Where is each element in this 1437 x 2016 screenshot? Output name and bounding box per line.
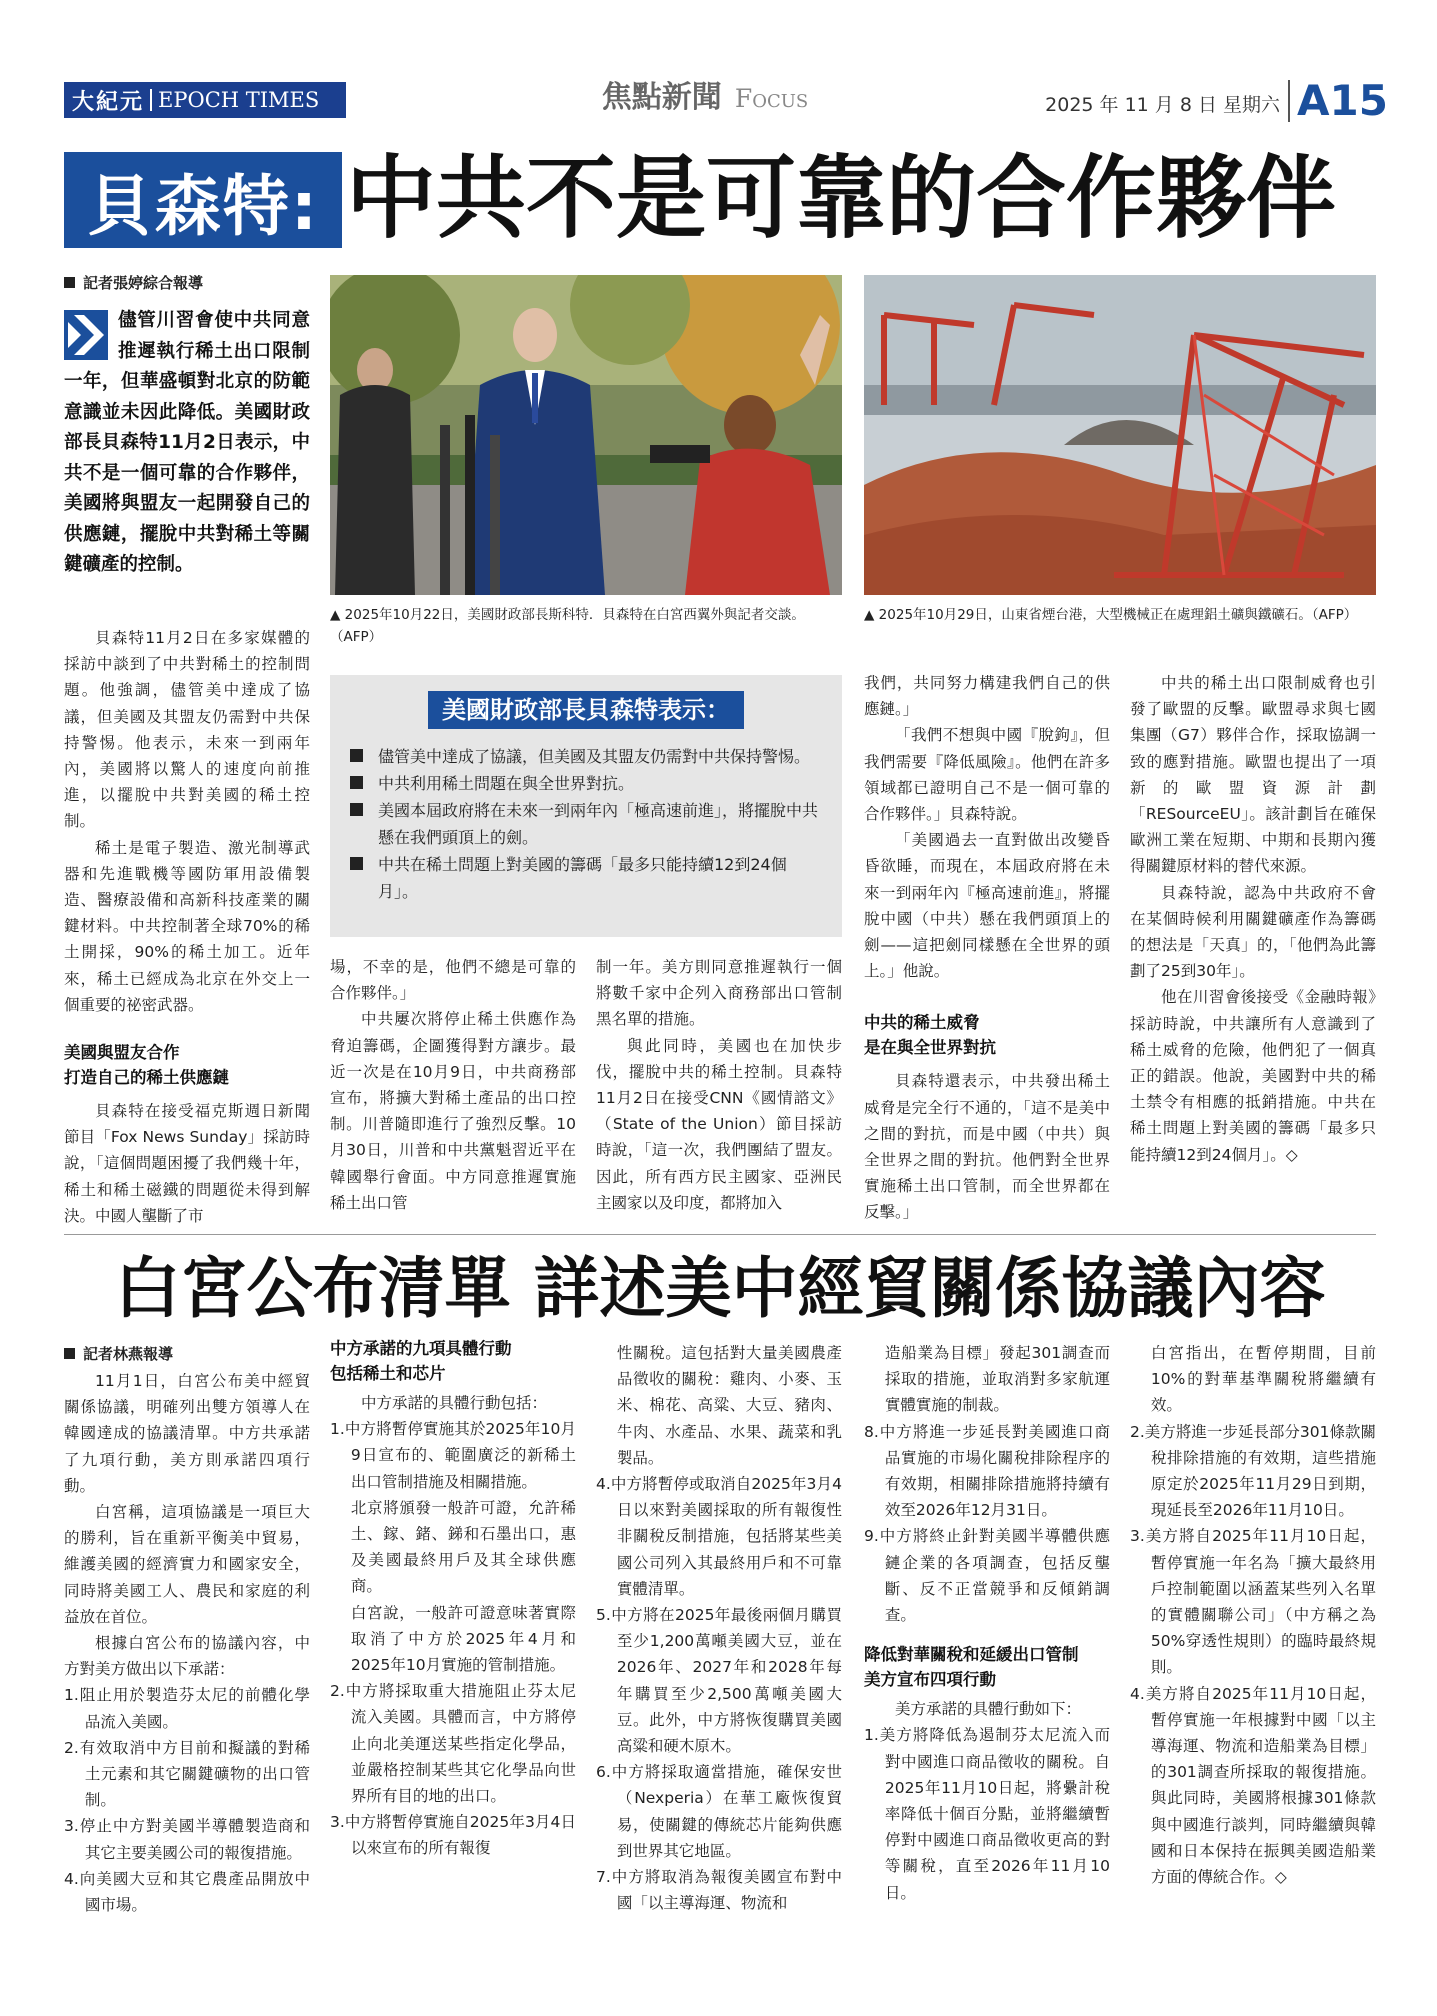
byline-square-icon — [64, 1348, 75, 1359]
list-item: 白宮說，一般許可證意味著實際取消了中方於2025年4月和2025年10月實施的管制措施。 — [350, 1603, 576, 1675]
paragraph: 中共屢次將停止稀土供應作為脅迫籌碼，企圖獲得對方讓步。最近一次是在10月9日，中共商務部宣布，將擴大對稀土產品的出口控制。川普隨即進行了強烈反擊。10月30日，川普和中共黨魁習近平在韓國舉行會面。中方同意推遲實施稀土出口管 — [330, 1010, 576, 1212]
issue-date: 2025 年 11 月 8 日 星期六 — [1045, 94, 1280, 116]
paragraph: 白宮稱，這項協議是一項巨大的勝利，旨在重新平衡美中貿易，維護美國的經濟實力和國家安全，同時將美國工人、農民和家庭的利益放在首位。 — [64, 1503, 310, 1626]
story1-byline: 記者張婷綜合報導 — [64, 273, 324, 293]
section-label — [585, 72, 825, 116]
photo-yantai-port — [864, 275, 1376, 595]
list-item: 2.有效取消中方目前和擬議的對稀土元素和其它關鍵礦物的出口管制。 — [64, 1738, 310, 1810]
list-item: 2.美方將進一步延長部分301條款關稅排除措施的有效期，這些措施原定於2025年11月29日到期，現延長至2026年11月10日。 — [1130, 1422, 1376, 1520]
paragraph: 稀土是電子製造、激光制導武器和先進戰機等國防軍用設備製造、醫療設備和高新科技產業的關鍵材料。中共控制著全球70%的稀土開採，90%的稀土加工。近年來，稀土已經成為北京在外交上一個重要的祕密武器。 — [64, 838, 310, 1014]
section-chinese: 焦點新聞 — [601, 80, 722, 115]
bullet-square-icon — [350, 803, 363, 816]
highlight-item: 儘管美中達成了協議，但美國及其盟友仍需對中共保持警惕。 — [350, 743, 824, 770]
byline-square-icon — [64, 277, 75, 288]
list-item: 造船業為目標」發起301調查而採取的措施，並取消對多家航運實體實施的制裁。 — [884, 1344, 1110, 1415]
china-actions-list-cont — [596, 1340, 842, 1916]
headline-kicker: 貝森特: — [86, 167, 320, 245]
paragraph: 貝森特在接受福克斯週日新聞節目「Fox News Sunday」採訪時說，「這個問題困擾了我們幾十年，稀土和稀土磁鐵的問題從未得到解決。中國人壟斷了市 — [64, 1102, 310, 1225]
commitment-list — [64, 1682, 310, 1918]
china-actions-list — [330, 1416, 576, 1861]
story2-col2 — [330, 1336, 576, 1862]
list-item: 9.中方將終止針對美國半導體供應鏈企業的各項調查，包括反壟斷、反不正當競爭和反傾銷調查。 — [864, 1527, 1110, 1625]
list-item: 1.阻止用於製造芬太尼的前體化學品流入美國。 — [64, 1686, 310, 1731]
bullet-square-icon — [350, 776, 363, 789]
list-item: 8.中方將進一步延長對美國進口商品實施的市場化關稅排除程序的有效期，相關排除措施將持續有效至2026年12月31日。 — [864, 1422, 1110, 1520]
paragraph: 制一年。美方則同意推遲執行一個將數千家中企列入商務部出口管制黑名單的措施。 — [596, 958, 842, 1029]
subheading: 美國與盟友合作 打造自己的稀土供應鏈 — [64, 1043, 229, 1088]
paragraph: 貝森特還表示，中共發出稀土威脅是完全行不通的，「這不是美中之間的對抗，而是中國（中共）與全世界之間的對抗。他們對全世界實施稀土出口管制，而全世界都在反擊。」 — [864, 1072, 1110, 1222]
list-item: 3.停止中方對美國半導體製造商和其它主要美國公司的報復措施。 — [64, 1817, 310, 1862]
list-item: 3.中方將暫停實施自2025年3月4日以來宣布的所有報復 — [330, 1813, 576, 1858]
highlight-item: 中共在稀土問題上對美國的籌碼「最多只能持續12到24個月」。 — [350, 851, 824, 905]
story2-col1 — [64, 1368, 310, 1918]
paragraph: 場，不幸的是，他們不總是可靠的合作夥伴。」 — [330, 958, 576, 1003]
list-item: 1.中方將暫停實施其於2025年10月9日宣布的、範圍廣泛的新稀土出口管制措施及相關措施。 — [330, 1420, 576, 1491]
photo-bessent-press — [330, 275, 842, 595]
story1-col3 — [596, 954, 842, 1216]
list-item: 3.美方將自2025年11月10日起，暫停實施一年名為「擴大最終用戶控制範圍以涵蓋某些列入名單的實體關聯公司」（中方稱之為50%穿透性規則）的臨時最終規則。 — [1130, 1527, 1376, 1677]
paragraph: 「美國過去一直對做出改變昏昏欲睡，而現在，本屆政府將在未來一到兩年內『極高速前進』，將擺脫中國（中共）懸在我們頭頂上的劍——這把劍同樣懸在全世界的頭上。」他說。 — [864, 831, 1110, 981]
list-item: 6.中方將採取適當措施，確保安世（Nexperia）在華工廠恢復貿易，使關鍵的傳統芯片能夠供應到世界其它地區。 — [596, 1763, 842, 1860]
story1-col4 — [864, 670, 1110, 1226]
list-item: 白宮指出，在暫停期間，目前10%的對華基準關稅將繼續有效。 — [1150, 1344, 1376, 1415]
story2-col4 — [864, 1340, 1110, 1906]
photo2-caption: ▲ 2025年10月29日，山東省煙台港，大型機械正在處理鋁土礦與鐵礦石。（AFP） — [864, 607, 1358, 623]
photo1-caption: ▲ 2025年10月22日，美國財政部長斯科特．貝森特在白宮西翼外與記者交談。（AFP） — [330, 607, 805, 645]
logo-english: EPOCH TIMES — [158, 88, 320, 112]
section-english: Focus — [734, 84, 809, 113]
logo-chinese: 大紀元 — [72, 88, 145, 115]
headline-kicker-box — [64, 152, 342, 248]
list-item: 4.向美國大豆和其它農產品開放中國市場。 — [64, 1869, 310, 1915]
story2-headline: 白宮公布清單 詳述美中經貿關係協議內容 — [114, 1250, 1326, 1327]
paragraph: 「我們不想與中國『脫鉤』，但我們需要『降低風險』。他們在許多領域都已證明自己不是一個可靠的合作夥伴。」貝森特說。 — [864, 726, 1110, 824]
page-number: A15 — [1297, 76, 1388, 125]
subheading: 中共的稀土威脅 是在與全世界對抗 — [864, 1013, 996, 1058]
story2-col5 — [1130, 1340, 1376, 1890]
list-item: 北京將頒發一般許可證，允許稀土、鎵、鍺、銻和石墨出口，惠及美國最終用戶及其全球供應商。 — [350, 1498, 576, 1596]
paragraph: 我們，共同努力構建我們自己的供應鏈。」 — [864, 674, 1110, 719]
paragraph: 他在川習會後接受《金融時報》採訪時說，中共讓所有人意識到了稀土威脅的危險，他們犯了一個真正的錯誤。他說，美國對中共的稀土禁令有相應的抵銷措施。中共在稀土問題上對美國的籌碼「最多只能持續12到24個月」。◇ — [1130, 988, 1376, 1164]
paragraph: 11月1日，白宮公布美中經貿關係協議，明確列出雙方領導人在韓國達成的協議清單。中方共承諾了九項行動，美方則承諾四項行動。 — [64, 1372, 310, 1495]
list-item: 7.中方將取消為報復美國宣布對中國「以主導海運、物流和 — [596, 1868, 842, 1913]
list-item: 2.中方將採取重大措施阻止芬太尼流入美國。具體而言，中方將停止向北美運送某些指定化學品，並嚴格控制某些其它化學品向世界所有目的地的出口。 — [330, 1682, 576, 1806]
list-item: 4.美方將自2025年11月10日起，暫停實施一年根據對中國「以主導海運、物流和造船業為目標」的301調查所採取的報復措施。與此同時，美國將根據301條款與中國進行談判，同時繼續與韓國和日本保持在振興美國造船業方面的傳統合作。◇ — [1130, 1684, 1376, 1887]
subheading: 降低對華關稅和延緩出口管制 美方宣布四項行動 — [864, 1645, 1079, 1690]
paragraph: 美方承諾的具體行動如下： — [895, 1700, 1082, 1719]
story-divider — [64, 1234, 1376, 1235]
paragraph: 中共的稀土出口限制威脅也引發了歐盟的反擊。歐盟尋求與七國集團（G7）夥伴合作，採取協調一致的應對措施。歐盟也提出了一項新的歐盟資源計劃「RESourceEU」。該計劃旨在確保歐洲工業在短期、中期和長期內獲得關鍵原材料的替代來源。 — [1130, 674, 1376, 876]
paragraph: 與此同時，美國也在加快步伐，擺脫中共的稀土控制。貝森特11月2日在接受CNN《國情諮文》（State of the Union）節目採訪時說，「這一次，我們團結了盟友。因此，所有西方民主國家、亞洲民主國家以及印度，都將加入 — [596, 1036, 842, 1212]
paragraph: 貝森特11月2日在多家媒體的採訪中談到了中共對稀土的控制問題。他強調，儘管美中達成了協議，但美國及其盟友仍需對中共保持警惕。他表示，未來一到兩年內，美國將以驚人的速度向前推進，以擺脫中共對美國的稀土控制。 — [64, 629, 310, 831]
paragraph: 貝森特說，認為中共政府不會在某個時候利用關鍵礦產作為籌碼的想法是「天真」的，「他們為此籌劃了25到30年」。 — [1130, 883, 1376, 981]
story1-col1 — [64, 625, 310, 1229]
paragraph: 根據白宮公布的協議內容，中方對美方做出以下承諾： — [64, 1634, 310, 1679]
list-item: 1.美方將降低為遏制芬太尼流入而對中國進口商品徵收的關稅。自2025年11月10日起，將纍計稅率降低十個百分點，並將繼續暫停對中國進口商品徵收更高的對等關稅，直至2026年11月10日。 — [864, 1726, 1110, 1902]
story1-lead: 儘管川習會使中共同意推遲執行稀土出口限制一年，但華盛頓對北京的防範意識並未因此降低。美國財政部長貝森特11月2日表示，中共不是一個可靠的合作夥伴，美國將與盟友一起開發自己的供應鏈，擺脫中共對稀土等關鍵礦產的控制。 — [64, 310, 310, 575]
us-actions-list-cont — [1130, 1340, 1376, 1890]
highlight-item: 中共利用稀土問題在與全世界對抗。 — [350, 770, 824, 797]
us-actions-list — [864, 1722, 1110, 1905]
bullet-square-icon — [350, 749, 363, 762]
masthead-logo — [64, 82, 346, 118]
list-item: 5.中方將在2025年最後兩個月購買至少1,200萬噸美國大豆，並在2026年、2027年和2028年每年購買至少2,500萬噸美國大豆。此外，中方將恢復購買美國高粱和硬木原木。 — [596, 1606, 842, 1756]
highlight-box — [330, 675, 842, 937]
highlight-box-title-wrap — [330, 691, 842, 729]
story1-col2 — [330, 954, 576, 1216]
highlight-box-title: 美國財政部長貝森特表示： — [428, 691, 744, 729]
story2-col3 — [596, 1340, 842, 1916]
highlight-list — [350, 743, 824, 905]
list-item: 性關稅。這包括對大量美國農產品徵收的關稅：雞肉、小麥、玉米、棉花、高粱、大豆、豬肉、牛肉、水產品、水果、蔬菜和乳製品。 — [616, 1344, 842, 1467]
china-actions-list-cont2 — [864, 1340, 1110, 1628]
bullet-square-icon — [350, 857, 363, 870]
list-item: 4.中方將暫停或取消自2025年3月4日以來對美國採取的所有報復性非關稅反制措施，包括將某些美國公司列入其最終用戶和不可靠實體清單。 — [596, 1475, 842, 1598]
highlight-item: 美國本屆政府將在未來一到兩年內「極高速前進」，將擺脫中共懸在我們頭頂上的劍。 — [350, 797, 824, 851]
story1-headline: 中共不是可靠的合作夥伴 — [346, 145, 1336, 251]
story1-col5 — [1130, 670, 1376, 1168]
subheading: 中方承諾的九項具體行動 包括稀土和芯片 — [330, 1339, 512, 1383]
story2-byline: 記者林燕報導 — [64, 1344, 310, 1364]
paragraph: 中方承諾的具體行動包括： — [361, 1394, 548, 1412]
